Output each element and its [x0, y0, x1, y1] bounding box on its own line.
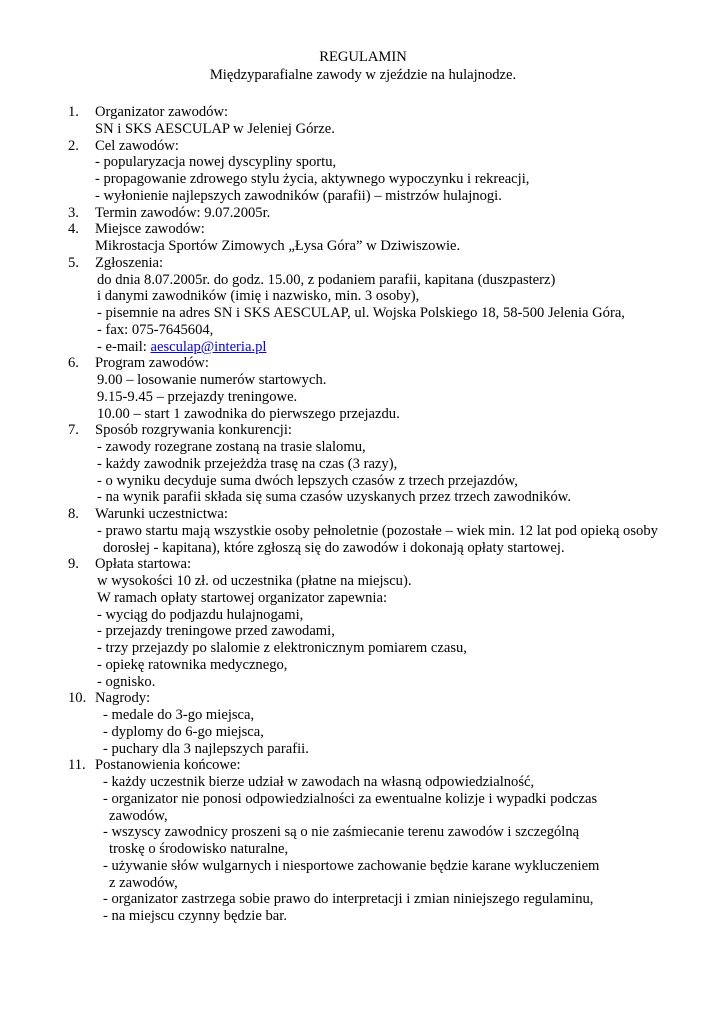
line-text: - dyplomy do 6-go miejsca, — [103, 723, 264, 740]
text-line — [68, 322, 658, 339]
list-item-heading — [68, 205, 658, 222]
line-text: z zawodów, — [109, 874, 178, 891]
line-text: - każdy uczestnik bierze udział w zawodach na własną odpowiedzialność, — [103, 774, 535, 790]
item-number: 2. — [68, 137, 79, 154]
text-line — [68, 272, 658, 289]
line-text: - ognisko. — [97, 673, 156, 690]
text-line — [68, 188, 658, 205]
item-label: Opłata startowa: — [95, 556, 192, 573]
text-line — [68, 808, 658, 825]
line-text: - wszyscy zawodnicy proszeni są o nie zaśmiecanie terenu zawodów i szczególną — [103, 824, 580, 841]
item-number: 1. — [68, 104, 79, 120]
list-item-heading — [68, 422, 658, 439]
line-text: - fax: 075-7645604, — [97, 321, 214, 338]
item-label: Miejsce zawodów: — [95, 221, 205, 238]
text-line — [68, 607, 658, 624]
line-text: - e-mail: — [97, 338, 151, 355]
item-number: 11. — [68, 757, 86, 774]
list-item-heading — [68, 757, 658, 774]
page-subtitle: Międzyparafialne zawody w zjeździe na hulajnodze. — [209, 67, 517, 83]
item-number: 3. — [68, 204, 79, 221]
text-line — [68, 908, 658, 925]
list-item-heading — [68, 104, 658, 121]
item-label: Sposób rozgrywania konkurencji: — [95, 422, 292, 439]
text-line — [68, 288, 658, 305]
text-line — [68, 724, 658, 741]
text-line — [68, 707, 658, 724]
list-item-heading — [68, 138, 658, 155]
text-line — [68, 875, 658, 892]
text-line — [68, 489, 658, 506]
line-text: 10.00 – start 1 zawodnika do pierwszego przejazdu. — [97, 405, 400, 422]
line-text: - na miejscu czynny będzie bar. — [103, 908, 287, 924]
line-text: - przejazdy treningowe przed zawodami, — [97, 623, 335, 640]
line-text: - organizator zastrzega sobie prawo do interpretacji i zmian niniejszego regulaminu, — [103, 891, 594, 908]
email-link[interactable]: aesculap@interia.pl — [150, 338, 267, 355]
list-item-heading — [68, 355, 658, 372]
document-body — [68, 104, 658, 925]
list-item-heading — [68, 221, 658, 238]
item-label: Warunki uczestnictwa: — [95, 506, 228, 522]
text-line — [68, 121, 658, 138]
text-line — [68, 741, 658, 758]
item-number: 6. — [68, 355, 79, 372]
item-number: 5. — [68, 254, 79, 271]
text-line — [68, 305, 658, 322]
line-text: W ramach opłaty startowej organizator zapewnia: — [97, 589, 388, 606]
page-title: REGULAMIN — [319, 49, 407, 65]
line-text: dorosłej - kapitana), które zgłoszą się do zawodów i dokonają opłaty startowej. — [103, 539, 565, 556]
text-line — [68, 339, 658, 356]
document-header — [68, 48, 658, 84]
line-text: - zawody rozegrane zostaną na trasie slalomu, — [97, 439, 366, 455]
item-number: 4. — [68, 221, 79, 238]
item-label: Termin zawodów: 9.07.2005r. — [95, 204, 271, 221]
text-line — [68, 238, 658, 255]
line-text: - medale do 3-go miejsca, — [103, 707, 255, 723]
line-text: i danymi zawodników (imię i nazwisko, min. 3 osoby), — [97, 288, 420, 305]
line-text: - propagowanie zdrowego stylu życia, aktywnego wypoczynku i rekreacji, — [95, 171, 530, 187]
line-text: - wyciąg do podjazdu hulajnogami, — [97, 606, 304, 623]
text-line — [68, 523, 658, 540]
text-line — [68, 573, 658, 590]
line-text: - pisemnie na adres SN i SKS AESCULAP, ul. Wojska Polskiego 18, 58-500 Jelenia Góra, — [97, 305, 625, 321]
line-text: w wysokości 10 zł. od uczestnika (płatne na miejscu). — [97, 573, 412, 589]
text-line — [68, 791, 658, 808]
line-text: - trzy przejazdy po slalomie z elektronicznym pomiarem czasu, — [97, 640, 467, 656]
line-text: 9.15-9.45 – przejazdy treningowe. — [97, 388, 298, 405]
text-line — [68, 389, 658, 406]
item-number: 9. — [68, 556, 79, 573]
text-line — [68, 891, 658, 908]
item-number: 7. — [68, 422, 79, 439]
line-text: - każdy zawodnik przejeżdża trasę na czas (3 razy), — [97, 455, 398, 472]
item-label: Cel zawodów: — [95, 137, 179, 154]
line-text: - używanie słów wulgarnych i niesportowe zachowanie będzie karane wykluczeniem — [103, 857, 600, 874]
item-number: 8. — [68, 506, 79, 522]
text-line — [68, 657, 658, 674]
line-text: troskę o środowisko naturalne, — [109, 841, 289, 857]
line-text: do dnia 8.07.2005r. do godz. 15.00, z podaniem parafii, kapitana (duszpasterz) — [97, 271, 556, 288]
item-label: Zgłoszenia: — [95, 254, 164, 271]
line-text: - opiekę ratownika medycznego, — [97, 656, 288, 673]
text-line — [68, 623, 658, 640]
line-text: - wyłonienie najlepszych zawodników (parafii) – mistrzów hulajnogi. — [95, 187, 502, 204]
text-line — [68, 540, 658, 557]
text-line — [68, 841, 658, 858]
text-line — [68, 456, 658, 473]
text-line — [68, 171, 658, 188]
text-line — [68, 590, 658, 607]
line-text: SN i SKS AESCULAP w Jeleniej Górze. — [95, 120, 335, 137]
text-line — [68, 774, 658, 791]
line-text: - na wynik parafii składa się suma czasów uzyskanych przez trzech zawodników. — [97, 489, 571, 506]
item-number: 10. — [68, 690, 87, 707]
line-text: 9.00 – losowanie numerów startowych. — [97, 372, 327, 388]
item-label: Organizator zawodów: — [95, 104, 229, 120]
line-text: zawodów, — [109, 807, 168, 824]
line-text: - puchary dla 3 najlepszych parafii. — [103, 740, 309, 757]
list-item-heading — [68, 556, 658, 573]
text-line — [68, 154, 658, 171]
line-text: - o wyniku decyduje suma dwóch lepszych czasów z trzech przejazdów, — [97, 472, 518, 489]
text-line — [68, 824, 658, 841]
line-text: - popularyzacja nowej dyscypliny sportu, — [95, 154, 337, 171]
line-text: - prawo startu mają wszystkie osoby pełnoletnie (pozostałe – wiek min. 12 lat pod opieką osoby — [97, 522, 658, 539]
list-item-heading — [68, 506, 658, 523]
list-item-heading — [68, 255, 658, 272]
text-line — [68, 640, 658, 657]
text-line — [68, 473, 658, 490]
text-line — [68, 674, 658, 691]
item-label: Nagrody: — [95, 690, 151, 707]
line-text: - organizator nie ponosi odpowiedzialności za ewentualne kolizje i wypadki podczas — [103, 790, 598, 807]
header-gap — [68, 84, 658, 104]
item-label: Program zawodów: — [95, 355, 209, 372]
text-line — [68, 372, 658, 389]
line-text: Mikrostacja Sportów Zimowych „Łysa Góra” w Dziwiszowie. — [95, 238, 461, 254]
text-line — [68, 858, 658, 875]
list-item-heading — [68, 690, 658, 707]
item-label: Postanowienia końcowe: — [95, 757, 241, 774]
text-line — [68, 406, 658, 423]
text-line — [68, 439, 658, 456]
